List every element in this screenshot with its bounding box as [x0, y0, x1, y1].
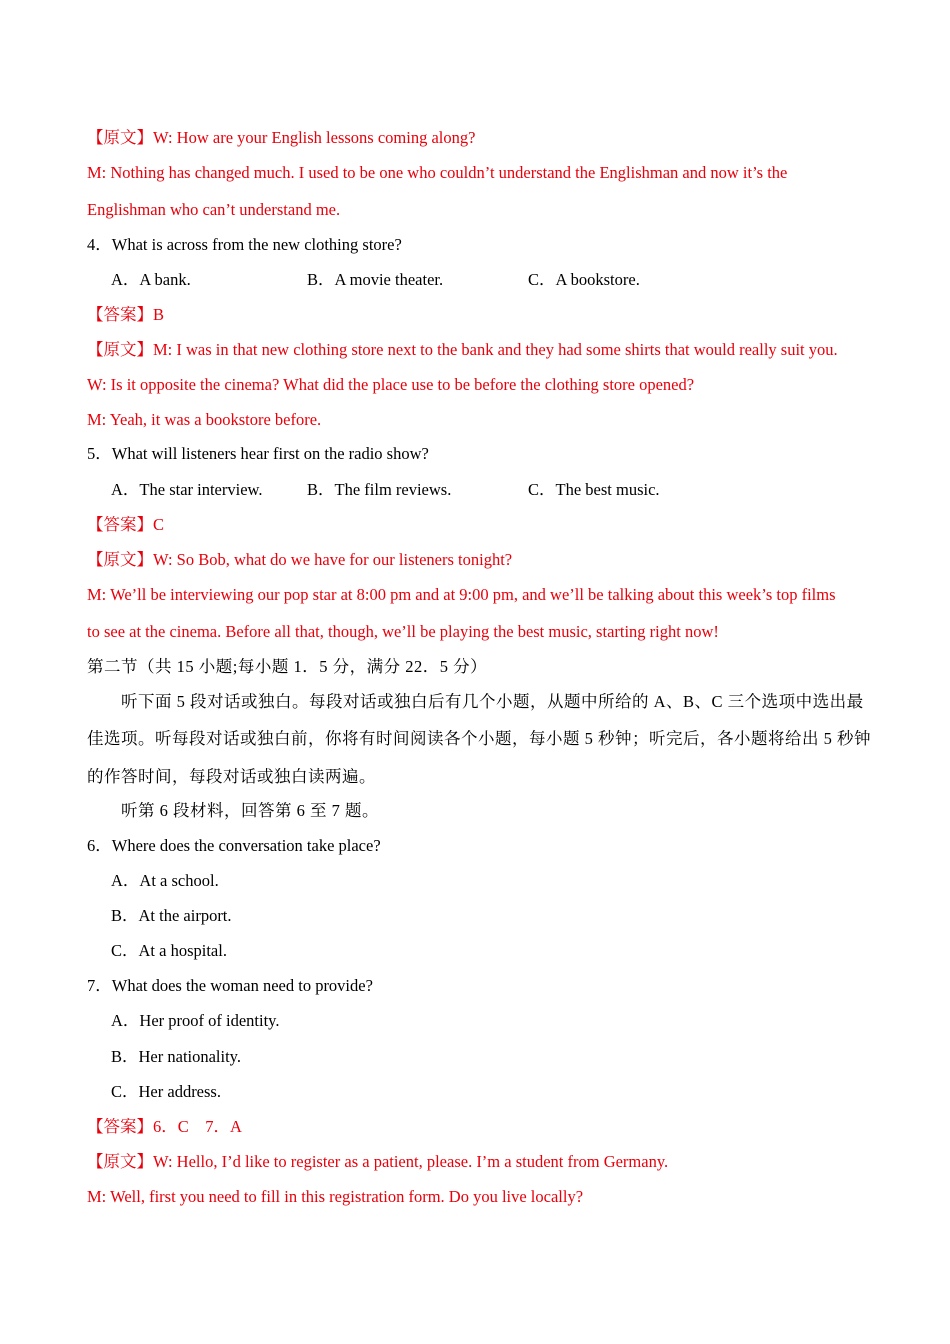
q7-option-a: A．Her proof of identity.	[111, 1011, 280, 1030]
q5-option-a: A．The star interview.	[111, 480, 263, 499]
answer-tag: 【答案】	[87, 305, 153, 324]
question-7: 7．What does the woman need to provide?	[87, 976, 373, 995]
q7-option-b: B．Her nationality.	[111, 1047, 241, 1066]
answer-value: 6．C 7．A	[153, 1117, 242, 1136]
transcript-text: W: So Bob, what do we have for our listeners tonight?	[153, 550, 513, 569]
q4-option-c: C．A bookstore.	[528, 270, 640, 289]
transcript-line: M: We’ll be interviewing our pop star at 8:00 pm and at 9:00 pm, and we’ll be talking about this week’s top films	[87, 585, 836, 604]
instructions-line: 佳选项。听每段对话或独白前，你将有时间阅读各个小题，每小题 5 秒钟；听完后，各小题将给出 5 秒钟	[87, 729, 871, 748]
transcript-line	[87, 550, 512, 570]
transcript-line	[87, 1152, 668, 1172]
answer-line	[87, 1117, 242, 1137]
transcript-line: to see at the cinema. Before all that, though, we’ll be playing the best music, starting right now!	[87, 622, 719, 641]
transcript-text: M: I was in that new clothing store next to the bank and they had some shirts that would really suit you.	[153, 340, 838, 359]
transcript-tag: 【原文】	[87, 550, 153, 569]
q7-option-c: C．Her address.	[111, 1082, 221, 1101]
listen-note: 听第 6 段材料，回答第 6 至 7 题。	[121, 801, 379, 820]
answer-tag: 【答案】	[87, 1117, 153, 1136]
transcript-text: W: Hello, I’d like to register as a patient, please. I’m a student from Germany.	[153, 1152, 669, 1171]
answer-line	[87, 515, 164, 535]
q4-option-a: A．A bank.	[111, 270, 191, 289]
transcript-tag: 【原文】	[87, 128, 153, 147]
q5-option-c: C．The best music.	[528, 480, 660, 499]
q6-option-c: C．At a hospital.	[111, 941, 227, 960]
answer-line	[87, 305, 164, 325]
transcript-tag: 【原文】	[87, 1152, 153, 1171]
transcript-line: M: Well, first you need to fill in this registration form. Do you live locally?	[87, 1187, 584, 1206]
answer-value: B	[153, 305, 165, 324]
answer-tag: 【答案】	[87, 515, 153, 534]
transcript-line: M: Yeah, it was a bookstore before.	[87, 410, 322, 429]
question-5: 5．What will listeners hear first on the radio show?	[87, 444, 429, 463]
answer-value: C	[153, 515, 165, 534]
transcript-line: M: Nothing has changed much. I used to be one who couldn’t understand the Englishman and now it’s the	[87, 163, 788, 182]
q5-option-b: B．The film reviews.	[307, 480, 452, 499]
q6-option-b: B．At the airport.	[111, 906, 232, 925]
transcript-line	[87, 128, 475, 148]
q4-option-b: B．A movie theater.	[307, 270, 444, 289]
q6-option-a: A．At a school.	[111, 871, 219, 890]
transcript-line: W: Is it opposite the cinema? What did the place use to be before the clothing store opened?	[87, 375, 695, 394]
transcript-tag: 【原文】	[87, 340, 153, 359]
instructions-line: 的作答时间，每段对话或独白读两遍。	[87, 767, 376, 786]
instructions-line: 听下面 5 段对话或独白。每段对话或独白后有几个小题，从题中所给的 A、B、C 三个选项中选出最	[121, 692, 864, 711]
transcript-line	[87, 340, 838, 360]
transcript-line: Englishman who can’t understand me.	[87, 200, 341, 219]
question-6: 6．Where does the conversation take place?	[87, 836, 381, 855]
question-4: 4．What is across from the new clothing store?	[87, 235, 402, 254]
section-heading: 第二节（共 15 小题;每小题 1．5 分，满分 22．5 分）	[87, 657, 488, 676]
transcript-text: W: How are your English lessons coming along?	[153, 128, 476, 147]
